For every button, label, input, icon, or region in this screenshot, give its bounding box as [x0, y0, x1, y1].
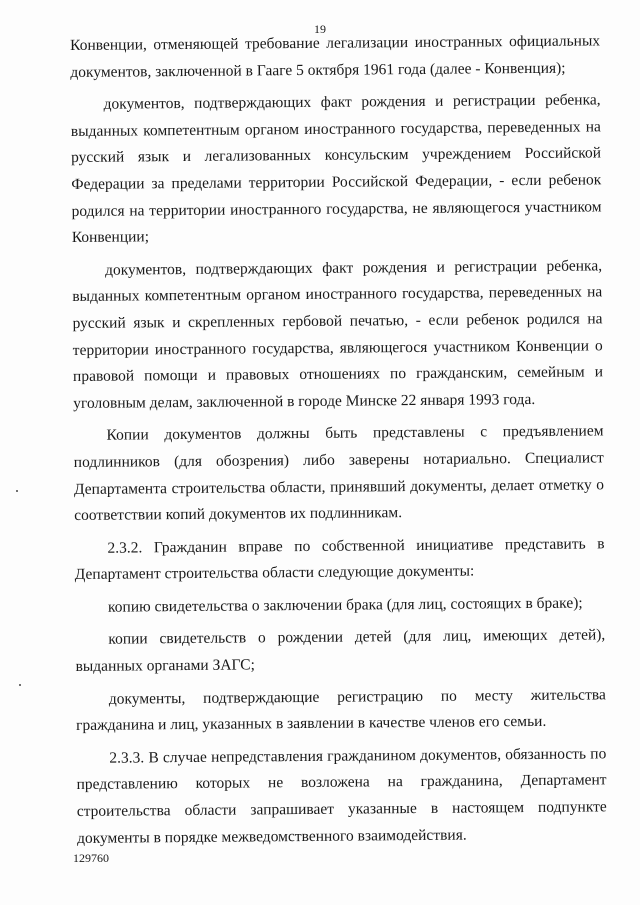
paragraph-marriage-certificate: копию свидетельства о заключении брака (для лиц, состоящих в браке); — [107, 594, 583, 616]
footer-code: 129760 — [73, 851, 109, 865]
scan-speck — [16, 490, 18, 492]
paragraph-birth-docs-stamped: документов, подтверждающих факт рождения и регистрации ребенка, выданных компетентным органом иностранного государства, переведенных на русский язык и скрепленных гербовой печатью, - если ребенок родился на территории иностранного государства, являющегося участником Конвенции о правовой помощи и правовых отношениях по гражданским, семейным и уголовным делам, заключенной в городе Минске 22 января 1993 года. — [72, 257, 604, 412]
paragraph-2-3-3: 2.3.3. В случае непредставления гражданином документов, обязанность по представлению которых не возложена на гражданина, Департамент строительства области запрашивает указанные в настоящем подпункте документы в порядке межведомственного взаимодействия. — [76, 745, 607, 847]
paragraph-children-certificates: копии свидетельств о рождении детей (для лиц, имеющих детей), выданных органами ЗАГС; — [75, 626, 606, 676]
paragraph-convention-end: Конвенции, отменяющей требование легализации иностранных официальных документов, заключенной в Гааге 5 октября 1961 года (далее - Конвенция); — [70, 32, 601, 81]
paragraph-2-3-2: 2.3.2. Гражданин вправе по собственной инициативе представить в Департамент строительства области следующие документы: — [74, 535, 605, 584]
paragraph-copies: Копии документов должны быть представлены с предъявлением подлинников (для обозрения) либо заверены нотариально. Специалист Департамента строительства области, принявший документы, делает отметку о соответствии копий документов их подлинникам. — [73, 422, 605, 525]
paragraph-birth-docs-legalized: документов, подтверждающих факт рождения и регистрации ребенка, выданных компетентным органом иностранного государства, переведенных на русский язык и легализованных консульским учреждением Российской Федерации за пределами территории Российской Федерации, - если ребенок родился на территории иностранного государства, не являющегося участником Конвенции; — [70, 91, 602, 247]
page-number: 19 — [314, 22, 326, 36]
paragraph-registration-docs: документы, подтверждающие регистрацию по месту жительства гражданина и лиц, указанных в заявлении в качестве членов его семьи. — [75, 686, 606, 735]
scan-speck — [19, 684, 21, 686]
document-body — [70, 28, 607, 858]
